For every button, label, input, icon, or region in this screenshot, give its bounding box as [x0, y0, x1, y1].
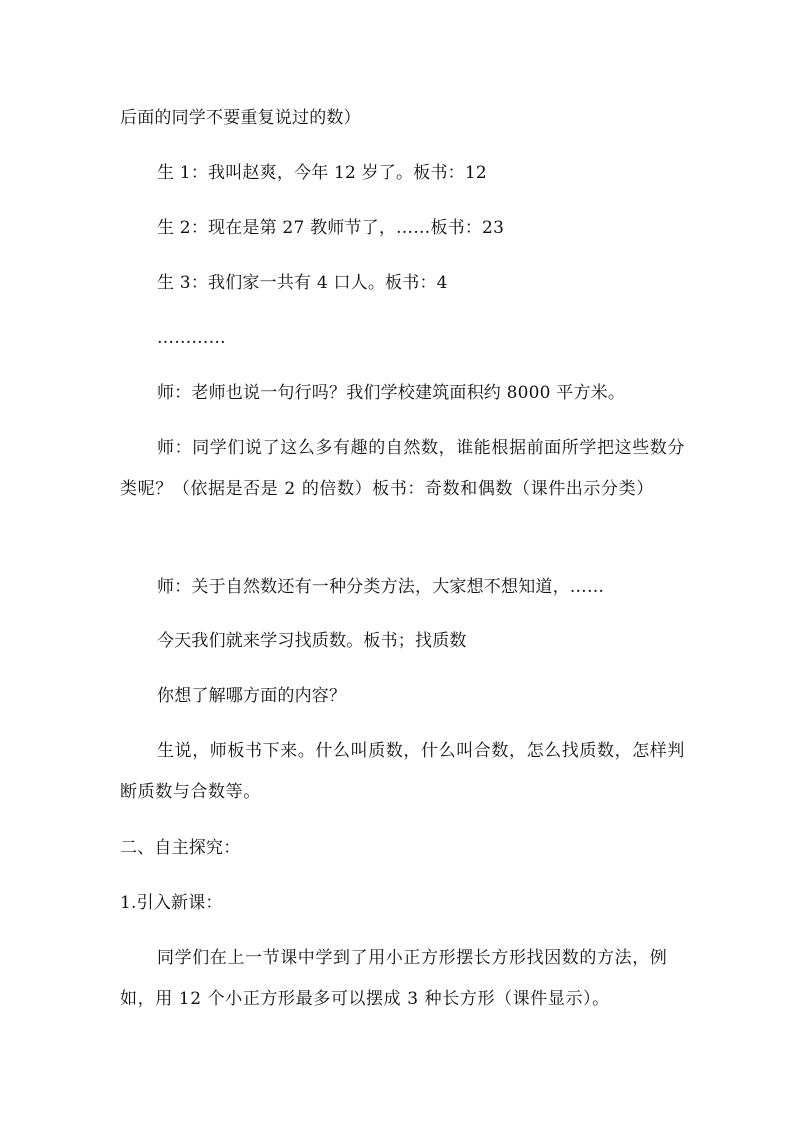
paragraph-question: 你想了解哪方面的内容？: [157, 686, 347, 706]
paragraph-intro-content: 同学们在上一节课中学到了用小正方形摆长方形找因数的方法，例如，用 12 个小正方形最多可以摆成 3 种长方形（课件显示）。: [120, 948, 668, 1009]
paragraph-teacher-classify: 师：同学们说了这么多有趣的自然数，谁能根据前面所学把这些数分类呢？（依据是否是 2 的倍数）板书：奇数和偶数（课件出示分类）: [120, 438, 685, 499]
paragraph-student-2: 生 2：现在是第 27 教师节了，……板书：23: [157, 218, 505, 238]
paragraph-teacher-area: 师：老师也说一句行吗？我们学校建筑面积约 8000 平方米。: [157, 383, 626, 403]
paragraph-teacher-another-method: 师：关于自然数还有一种分类方法，大家想不想知道，……: [157, 577, 605, 597]
paragraph-student-3: 生 3：我们家一共有 4 口人。板书：4: [157, 273, 448, 293]
paragraph-continuation: 后面的同学不要重复说过的数）: [120, 108, 361, 128]
section-heading-explore: 二、自主探究：: [120, 838, 241, 858]
paragraph-topic: 今天我们就来学习找质数。板书；找质数: [157, 631, 467, 651]
paragraph-student-1: 生 1：我叫赵爽，今年 12 岁了。板书：12: [157, 163, 487, 183]
paragraph-student-topics: 生说，师板书下来。什么叫质数，什么叫合数，怎么找质数，怎样判断质数与合数等。: [120, 741, 685, 802]
subsection-heading-intro: 1.引入新课：: [120, 893, 223, 913]
paragraph-ellipsis: …………: [157, 328, 226, 348]
